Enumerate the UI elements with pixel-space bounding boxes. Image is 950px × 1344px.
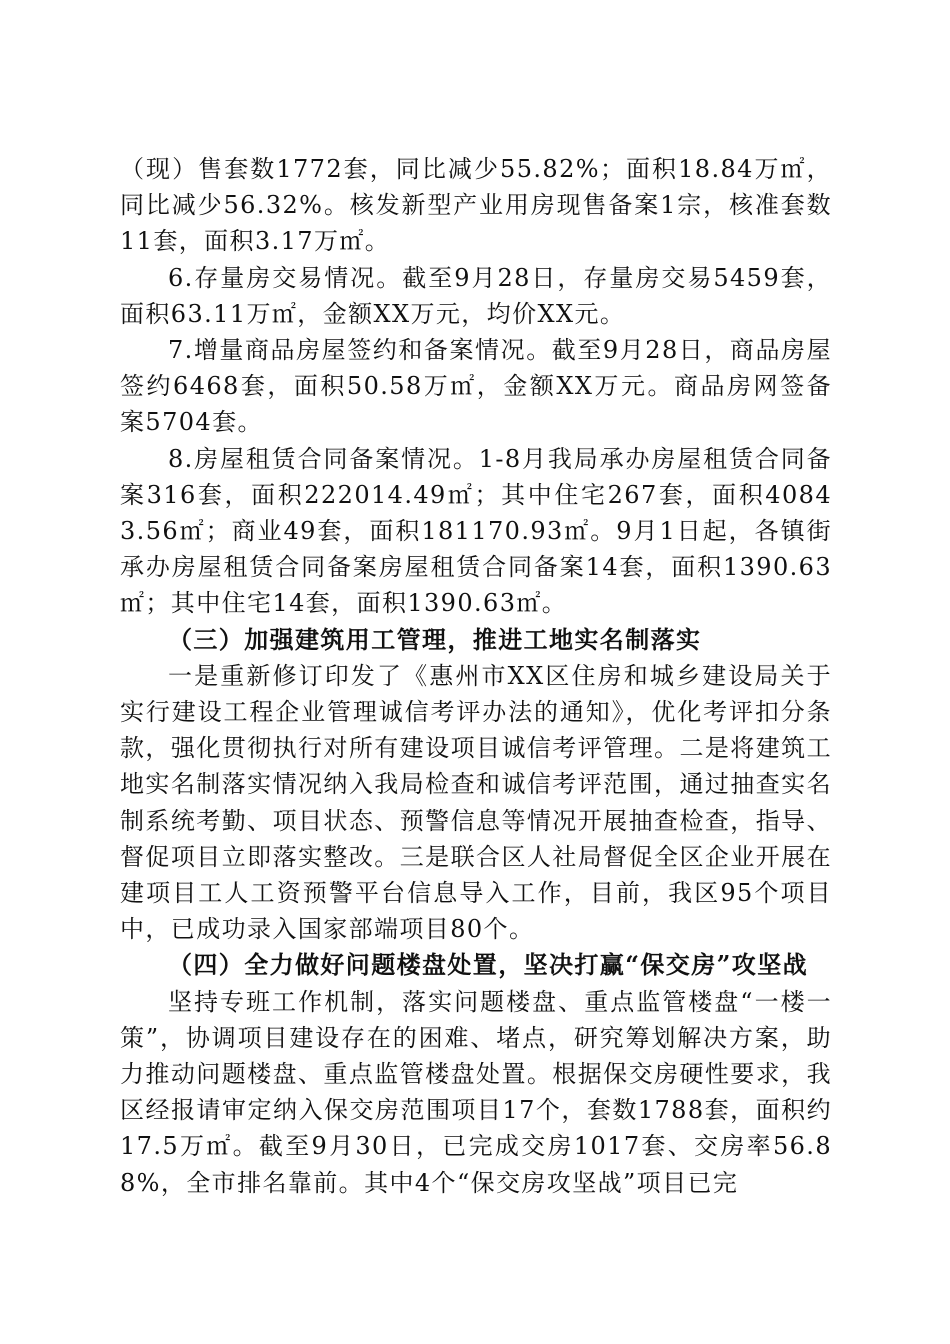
section-heading-3: （三）加强建筑用工管理，推进工地实名制落实	[168, 624, 702, 654]
paragraph-labor-management: 一是重新修订印发了《惠州市XX区住房和城乡建设局关于实行建设工程企业管理诚信考评办法的通知》，优化考评扣分条款，强化贯彻执行对所有建设项目诚信考评管理。二是将建筑工地实名制落实情况纳入我局检查和诚信考评范围，通过抽查实名制系统考勤、项目状态、预警信息等情况开展抽查检查，指导、督促项目立即落实整改。三是联合区人社局督促全区企业开展在建项目工人工资预警平台信息导入工作，目前，我区95个项目中，已成功录入国家部端项目80个。	[120, 661, 832, 944]
paragraph-continuation-sales: （现）售套数1772套，同比减少55.82%；面积18.84万㎡，同比减少56.32%。核发新型产业用房现售备案1宗，核准套数11套，面积3.17万㎡。	[120, 155, 832, 256]
document-body	[120, 151, 832, 1201]
paragraph-existing-housing-trades: 6.存量房交易情况。截至9月28日，存量房交易5459套，面积63.11万㎡，金额XX万元，均价XX元。	[120, 263, 832, 328]
paragraph-new-housing-contracts: 7.增量商品房屋签约和备案情况。截至9月28日，商品房屋签约6468套，面积50.58万㎡，金额XX万元。商品房网签备案5704套。	[120, 336, 832, 437]
paragraph-rental-contracts: 8.房屋租赁合同备案情况。1-8月我局承办房屋租赁合同备案316套，面积222014.49㎡；其中住宅267套，面积40843.56㎡；商业49套，面积181170.93㎡。9月1日起，各镇街承办房屋租赁合同备案房屋租赁合同备案14套，面积1390.63㎡；其中住宅14套，面积1390.63㎡。	[120, 444, 832, 618]
section-heading-4: （四）全力做好问题楼盘处置，坚决打赢“保交房”攻坚战	[168, 950, 809, 980]
paragraph-problem-projects: 坚持专班工作机制，落实问题楼盘、重点监管楼盘“一楼一策”，协调项目建设存在的困难、堵点，研究筹划解决方案，助力推动问题楼盘、重点监管楼盘处置。根据保交房硬性要求，我区经报请审定纳入保交房范围项目17个，套数1788套，面积约17.5万㎡。截至9月30日，已完成交房1017套、交房率56.88%，全市排名靠前。其中4个“保交房攻坚战”项目已完	[120, 987, 832, 1197]
